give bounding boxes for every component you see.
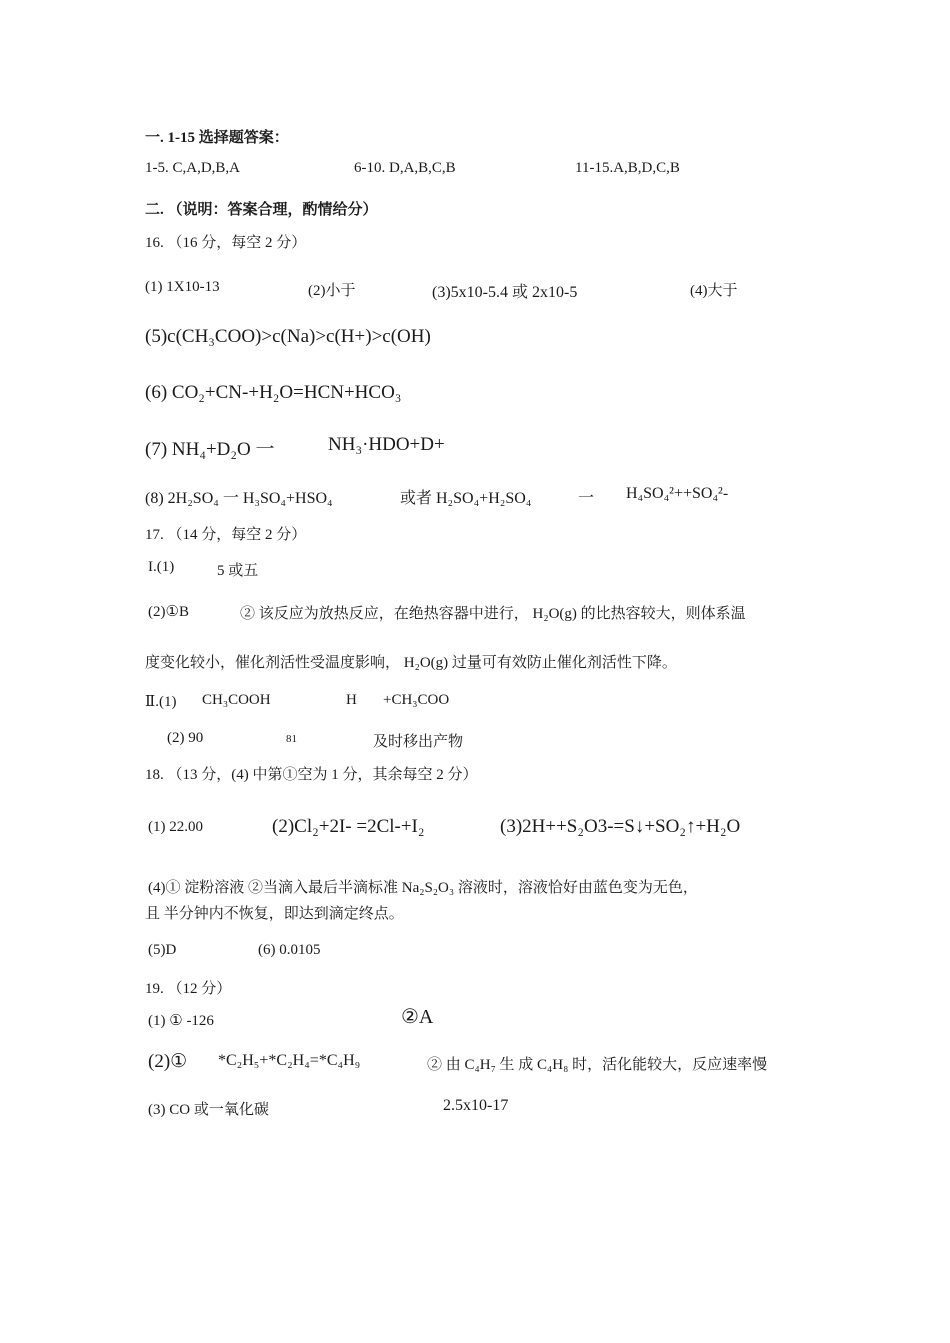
q16-part4: (4)大于: [690, 283, 738, 299]
q19-part2-label: (2)①: [148, 1051, 188, 1072]
answers-1-5: 1-5. C,A,D,B,A: [145, 160, 241, 176]
q17-ii-part1-h: H: [346, 692, 357, 708]
q18-part3: (3)2H++S₂O3-=S↓+SO₂↑+H₂O: [500, 816, 741, 837]
q17-heading: 17. （14 分，每空 2 分）: [145, 527, 307, 543]
section-2-title: 二. （说明：答案合理，酌情给分）: [145, 202, 378, 218]
q19-part1-b: ②A: [401, 1006, 434, 1028]
q16-heading: 16. （16 分，每空 2 分）: [145, 235, 307, 251]
q16-part7-right: NH₃·HDO+D+: [328, 434, 445, 455]
q16-part8-b: 或者 H₂SO₄+H₂SO₄: [400, 490, 532, 507]
q18-part6: (6) 0.0105: [258, 942, 321, 958]
answers-6-10: 6-10. D,A,B,C,B: [354, 160, 456, 176]
q17-ii-part1-label: Ⅱ.(1): [145, 694, 177, 710]
section-1-title: 一. 1-15 选择题答案：: [145, 130, 289, 146]
q17-ii-part2-method: 及时移出产物: [373, 734, 464, 750]
q17-i-part1-answer: 5 或五: [217, 563, 259, 579]
q17-ii-part1-anion: +CH₃COO: [383, 692, 450, 708]
q16-part3: (3)5x10-5.4 或 2x10-5: [432, 284, 578, 301]
q17-i-part2-label: (2)①B: [148, 604, 189, 620]
q16-part1: (1) 1X10-13: [145, 279, 220, 295]
q17-i-part1-label: I.(1): [148, 559, 175, 575]
q16-part8-c: 一: [578, 490, 595, 507]
q19-part1: (1) ① -126: [148, 1013, 214, 1029]
q19-part3-answer: (3) CO 或一氧化碳: [148, 1102, 269, 1118]
q16-part2: (2)小于: [308, 283, 356, 299]
q16-part5: (5)c(CH₃COO)>c(Na)>c(H+)>c(OH): [145, 326, 431, 347]
q16-part8-a: (8) 2H₂SO₄ 一 H₃SO₄+HSO₄: [145, 490, 333, 507]
q17-ii-part2-value: (2) 90: [167, 730, 204, 746]
q16-part8-d: H₄SO₄²++SO₄²-: [626, 485, 729, 502]
answers-11-15: 11-15.A,B,D,C,B: [575, 160, 680, 176]
q18-part1: (1) 22.00: [148, 819, 203, 835]
q19-part2-explanation: ② 由 C₄H₇ 生 成 C₄H₈ 时，活化能较大，反应速率慢: [427, 1057, 768, 1073]
q19-part2-equation: *C₂H₅+*C₂H₄=*C₄H₉: [218, 1052, 361, 1069]
q19-part3-value: 2.5x10-17: [443, 1097, 509, 1114]
q18-part4-line1: (4)① 淀粉溶液 ②当滴入最后半滴标准 Na₂S₂O₃ 溶液时，溶液恰好由蓝色变为无色，: [148, 880, 698, 896]
q19-heading: 19. （12 分）: [145, 981, 232, 997]
q18-part2: (2)Cl₂+2I- =2Cl-+I₂: [272, 816, 425, 837]
q17-i-part2-continued: 度变化较小，催化剂活性受温度影响， H₂O(g) 过量可有效防止催化剂活性下降。: [145, 655, 677, 671]
q16-part6: (6) CO₂+CN-+H₂O=HCN+HCO₃: [145, 382, 402, 403]
q16-part7-left: (7) NH₄+D₂O 一: [145, 439, 275, 460]
q17-ii-part1-acid: CH₃COOH: [202, 692, 271, 708]
q18-heading: 18. （13 分，(4) 中第①空为 1 分，其余每空 2 分）: [145, 767, 478, 783]
q18-part4-line2: 且 半分钟内不恢复，即达到滴定终点。: [145, 906, 404, 922]
q17-i-part2-explanation: ② 该反应为放热反应，在绝热容器中进行， H₂O(g) 的比热容较大，则体系温: [240, 606, 746, 622]
q18-part5: (5)D: [148, 942, 177, 958]
q17-ii-part2-81: 81: [286, 733, 297, 745]
